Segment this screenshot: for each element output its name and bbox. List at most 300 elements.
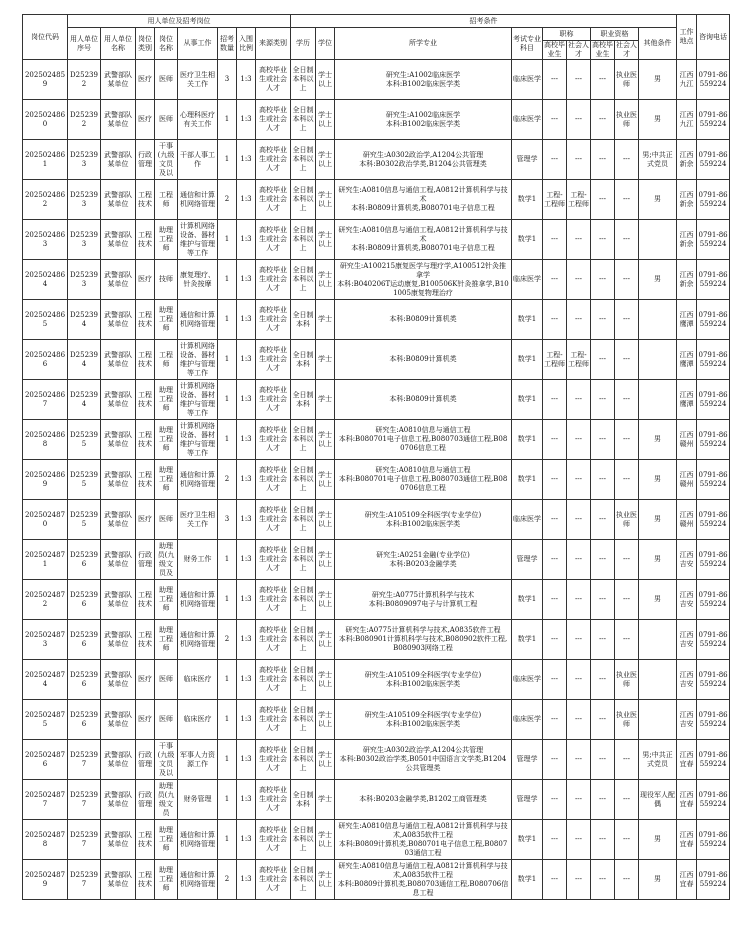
cell-qual-social: --- [615, 540, 639, 580]
recruitment-table-page [22, 14, 729, 900]
cell-post-name: 医师 [155, 660, 178, 700]
cell-location: 江西宜春 [677, 820, 697, 860]
cell-qual-grad: --- [591, 340, 615, 380]
cell-major: 研究生:A105109全科医学(专业学位) 本科:B1002临床医学类 [335, 700, 512, 740]
cell-major: 本科:B0809计算机类 [335, 340, 512, 380]
header-title-group: 职称 [543, 28, 591, 41]
cell-title-social: --- [567, 300, 591, 340]
table-row [23, 660, 730, 700]
cell-post-code: 2025024875 [23, 700, 68, 740]
header-qual-grad: 高校毕业生 [592, 41, 613, 58]
table-row [23, 540, 730, 580]
cell-qual-grad: --- [591, 540, 615, 580]
cell-post-code: 2025024867 [23, 380, 68, 420]
header-phone: 咨询电话 [697, 15, 730, 60]
cell-title-grad: --- [543, 740, 567, 780]
cell-location: 江西赣州 [677, 460, 697, 500]
cell-post-name: 助理工程师 [155, 300, 178, 340]
cell-post-code: 2025024879 [23, 860, 68, 900]
cell-ratio: 1:3 [237, 660, 256, 700]
header-work: 从事工作 [178, 28, 218, 60]
cell-other: 男;中共正式党员 [639, 740, 677, 780]
cell-major: 研究生:A0810信息与通信工程 本科:B080701电子信息工程,B080703通信工程,B080706信息工程 [335, 420, 512, 460]
cell-title-social: --- [567, 460, 591, 500]
cell-education: 全日制本科 [291, 340, 316, 380]
cell-subject: 临床医学 [512, 100, 543, 140]
cell-work: 通信和计算机网络管理 [178, 180, 218, 220]
cell-other [639, 380, 677, 420]
cell-post-type: 工程技术 [136, 180, 155, 220]
cell-other: 男 [639, 100, 677, 140]
table-row [23, 740, 730, 780]
cell-qual-social: --- [615, 820, 639, 860]
table-row [23, 700, 730, 740]
cell-source: 高校毕业生或社会人才 [256, 100, 291, 140]
cell-ratio: 1:3 [237, 260, 256, 300]
cell-work: 计算机网络设备、器材维护与管理等工作 [178, 380, 218, 420]
cell-subject: 数学1 [512, 220, 543, 260]
cell-degree: 学士 [316, 380, 335, 420]
cell-major: 研究生:A0810信息与通信工程 本科:B080701电子信息工程,B080703通信工程,B080706信息工程 [335, 460, 512, 500]
cell-major: 研究生:A105109全科医学(专业学位) 本科:B1002临床医学类 [335, 500, 512, 540]
table-row [23, 460, 730, 500]
cell-post-type: 工程技术 [136, 380, 155, 420]
cell-unit-name: 武警部队某单位 [101, 620, 136, 660]
cell-post-name: 助理工程师 [155, 860, 178, 900]
cell-qual-grad: --- [591, 460, 615, 500]
cell-ratio: 1:3 [237, 580, 256, 620]
cell-title-social: --- [567, 500, 591, 540]
cell-unit-name: 武警部队某单位 [101, 340, 136, 380]
cell-qual-grad: --- [591, 740, 615, 780]
cell-phone: 0791-86559224 [697, 580, 730, 620]
cell-title-social: --- [567, 380, 591, 420]
table-row [23, 260, 730, 300]
cell-degree: 学士以上 [316, 180, 335, 220]
cell-qual-social: --- [615, 260, 639, 300]
cell-source: 高校毕业生或社会人才 [256, 500, 291, 540]
cell-degree: 学士以上 [316, 820, 335, 860]
cell-degree: 学士 [316, 300, 335, 340]
cell-work: 通信和计算机网络管理 [178, 620, 218, 660]
cell-post-name: 助理工程师 [155, 220, 178, 260]
recruitment-table [22, 14, 730, 900]
cell-other: 男 [639, 460, 677, 500]
cell-phone: 0791-86559224 [697, 740, 730, 780]
cell-degree: 学士以上 [316, 540, 335, 580]
cell-unit-seq: D252394 [68, 380, 101, 420]
cell-title-social: --- [567, 420, 591, 460]
cell-source: 高校毕业生或社会人才 [256, 420, 291, 460]
cell-ratio: 1:3 [237, 300, 256, 340]
cell-unit-name: 武警部队某单位 [101, 300, 136, 340]
cell-unit-seq: D252393 [68, 140, 101, 180]
cell-qual-grad: --- [591, 580, 615, 620]
table-row [23, 180, 730, 220]
cell-source: 高校毕业生或社会人才 [256, 540, 291, 580]
header-unit-seq: 用人单位序号 [68, 28, 101, 60]
cell-title-social: --- [567, 580, 591, 620]
cell-ratio: 1:3 [237, 820, 256, 860]
cell-title-social: --- [567, 140, 591, 180]
cell-source: 高校毕业生或社会人才 [256, 780, 291, 820]
cell-subject: 临床医学 [512, 60, 543, 100]
header-education: 学历 [291, 28, 316, 60]
cell-source: 高校毕业生或社会人才 [256, 340, 291, 380]
table-row [23, 220, 730, 260]
cell-unit-name: 武警部队某单位 [101, 820, 136, 860]
cell-count: 1 [218, 340, 237, 380]
cell-subject: 管理学 [512, 140, 543, 180]
cell-post-name: 干事(九级文员及以 [155, 740, 178, 780]
cell-title-grad: 工程-工程师 [543, 180, 567, 220]
cell-phone: 0791-86559224 [697, 380, 730, 420]
cell-education: 全日制本科 [291, 780, 316, 820]
cell-source: 高校毕业生或社会人才 [256, 580, 291, 620]
cell-major: 研究生:A0810信息与通信工程,A0812计算机科学与技术,A0835软件工程 本科:B0809计算机类,B080703通信工程,B080706信息工程 [335, 860, 512, 900]
cell-ratio: 1:3 [237, 180, 256, 220]
cell-location: 江西吉安 [677, 660, 697, 700]
cell-work: 计算机网络设备、器材维护与管理等工作 [178, 220, 218, 260]
header-title-social: 社会人才 [568, 41, 589, 58]
table-row [23, 780, 730, 820]
cell-major: 研究生:A0810信息与通信工程,A0812计算机科学与技术 本科:B0809计算机类,B080701电子信息工程 [335, 220, 512, 260]
cell-post-code: 2025024874 [23, 660, 68, 700]
cell-post-name: 技师 [155, 260, 178, 300]
cell-subject: 管理学 [512, 780, 543, 820]
cell-other: 男;中共正式党员 [639, 140, 677, 180]
cell-other: 男 [639, 60, 677, 100]
cell-qual-social: 执业医师 [615, 100, 639, 140]
cell-source: 高校毕业生或社会人才 [256, 620, 291, 660]
cell-education: 全日制本科以上 [291, 180, 316, 220]
cell-unit-seq: D252392 [68, 60, 101, 100]
cell-work: 康复理疗、针灸按摩 [178, 260, 218, 300]
cell-post-code: 2025024878 [23, 820, 68, 860]
cell-other [639, 340, 677, 380]
cell-phone: 0791-86559224 [697, 500, 730, 540]
cell-title-grad: --- [543, 100, 567, 140]
cell-post-name: 医师 [155, 700, 178, 740]
cell-qual-grad: --- [591, 180, 615, 220]
cell-count: 3 [218, 60, 237, 100]
cell-qual-social: --- [615, 180, 639, 220]
cell-subject: 数学1 [512, 420, 543, 460]
cell-title-social: --- [567, 860, 591, 900]
cell-qual-grad: --- [591, 300, 615, 340]
cell-ratio: 1:3 [237, 700, 256, 740]
cell-count: 1 [218, 540, 237, 580]
cell-unit-seq: D252396 [68, 700, 101, 740]
cell-unit-seq: D252396 [68, 540, 101, 580]
cell-education: 全日制本科以上 [291, 860, 316, 900]
cell-title-grad: --- [543, 260, 567, 300]
cell-other: 男 [639, 260, 677, 300]
cell-unit-name: 武警部队某单位 [101, 540, 136, 580]
cell-major: 本科:B0809计算机类 [335, 380, 512, 420]
cell-other: 现役军人配偶 [639, 780, 677, 820]
cell-degree: 学士以上 [316, 660, 335, 700]
cell-location: 江西新余 [677, 260, 697, 300]
cell-major: 研究生:A0302政治学,A1204公共管理 本科:B0302政治学类,B1204公共管理类 [335, 140, 512, 180]
cell-location: 江西鹰潭 [677, 380, 697, 420]
cell-other: 男 [639, 860, 677, 900]
cell-major: 本科:B0203金融学类,B1202工商管理类 [335, 780, 512, 820]
header-post-name: 岗位名称 [155, 28, 178, 60]
cell-location: 江西宜春 [677, 740, 697, 780]
cell-unit-name: 武警部队某单位 [101, 380, 136, 420]
header-source: 来源类别 [256, 28, 291, 60]
cell-post-name: 助理工程师 [155, 380, 178, 420]
cell-ratio: 1:3 [237, 500, 256, 540]
cell-post-type: 工程技术 [136, 220, 155, 260]
cell-title-social: --- [567, 780, 591, 820]
cell-post-type: 医疗 [136, 700, 155, 740]
cell-work: 通信和计算机网络管理 [178, 580, 218, 620]
cell-post-code: 2025024864 [23, 260, 68, 300]
cell-education: 全日制本科以上 [291, 700, 316, 740]
cell-degree: 学士以上 [316, 740, 335, 780]
cell-ratio: 1:3 [237, 740, 256, 780]
cell-major: 研究生:A0775计算机科学与技术,A0835软件工程 本科:B080901计算机科学与技术,B080902软件工程,B080903网络工程 [335, 620, 512, 660]
cell-post-type: 工程技术 [136, 340, 155, 380]
cell-qual-social: --- [615, 380, 639, 420]
cell-count: 1 [218, 100, 237, 140]
cell-title-social: 工程-工程师 [567, 180, 591, 220]
header-qual-group: 职业资格 [591, 28, 639, 41]
table-row [23, 500, 730, 540]
cell-unit-seq: D252396 [68, 660, 101, 700]
cell-unit-name: 武警部队某单位 [101, 180, 136, 220]
cell-post-type: 工程技术 [136, 460, 155, 500]
cell-unit-seq: D252393 [68, 260, 101, 300]
cell-other: 男 [639, 180, 677, 220]
cell-qual-grad: --- [591, 380, 615, 420]
cell-phone: 0791-86559224 [697, 660, 730, 700]
cell-title-grad: --- [543, 860, 567, 900]
cell-count: 1 [218, 660, 237, 700]
cell-degree: 学士以上 [316, 260, 335, 300]
table-body [23, 60, 730, 900]
cell-qual-grad: --- [591, 660, 615, 700]
cell-subject: 管理学 [512, 740, 543, 780]
cell-ratio: 1:3 [237, 60, 256, 100]
table-row [23, 100, 730, 140]
cell-work: 心理科医疗有关工作 [178, 100, 218, 140]
cell-degree: 学士以上 [316, 620, 335, 660]
cell-post-name: 助理员(九级文员 [155, 780, 178, 820]
cell-phone: 0791-86559224 [697, 220, 730, 260]
cell-count: 1 [218, 260, 237, 300]
cell-post-code: 2025024872 [23, 580, 68, 620]
cell-post-type: 行政管理 [136, 540, 155, 580]
cell-degree: 学士以上 [316, 220, 335, 260]
cell-ratio: 1:3 [237, 220, 256, 260]
cell-subject: 数学1 [512, 620, 543, 660]
cell-title-grad: --- [543, 700, 567, 740]
cell-subject: 数学1 [512, 300, 543, 340]
cell-degree: 学士以上 [316, 860, 335, 900]
cell-unit-seq: D252396 [68, 620, 101, 660]
cell-unit-name: 武警部队某单位 [101, 140, 136, 180]
cell-qual-social: --- [615, 780, 639, 820]
cell-source: 高校毕业生或社会人才 [256, 180, 291, 220]
table-row [23, 140, 730, 180]
cell-education: 全日制本科 [291, 300, 316, 340]
cell-source: 高校毕业生或社会人才 [256, 860, 291, 900]
cell-count: 2 [218, 860, 237, 900]
cell-phone: 0791-86559224 [697, 260, 730, 300]
cell-ratio: 1:3 [237, 380, 256, 420]
cell-title-social: --- [567, 820, 591, 860]
cell-post-type: 行政管理 [136, 740, 155, 780]
cell-work: 通信和计算机网络管理 [178, 300, 218, 340]
cell-unit-name: 武警部队某单位 [101, 420, 136, 460]
cell-qual-social: 执业医师 [615, 660, 639, 700]
cell-title-grad: --- [543, 660, 567, 700]
cell-post-code: 2025024861 [23, 140, 68, 180]
cell-qual-social: 执业医师 [615, 500, 639, 540]
cell-subject: 数学1 [512, 380, 543, 420]
cell-post-name: 助理工程师 [155, 820, 178, 860]
cell-title-social: --- [567, 220, 591, 260]
cell-major: 研究生:A1002临床医学 本科:B1002临床医学类 [335, 100, 512, 140]
cell-qual-grad: --- [591, 100, 615, 140]
cell-phone: 0791-86559224 [697, 860, 730, 900]
cell-degree: 学士 [316, 780, 335, 820]
cell-count: 1 [218, 780, 237, 820]
cell-title-grad: --- [543, 500, 567, 540]
cell-work: 财务工作 [178, 540, 218, 580]
cell-post-code: 2025024876 [23, 740, 68, 780]
cell-post-name: 干事(九级文员及以 [155, 140, 178, 180]
cell-ratio: 1:3 [237, 140, 256, 180]
cell-qual-social: --- [615, 140, 639, 180]
cell-count: 1 [218, 580, 237, 620]
cell-unit-seq: D252397 [68, 820, 101, 860]
cell-post-type: 工程技术 [136, 300, 155, 340]
table-header [23, 15, 730, 60]
cell-phone: 0791-86559224 [697, 460, 730, 500]
cell-post-code: 2025024860 [23, 100, 68, 140]
cell-qual-grad: --- [591, 620, 615, 660]
cell-major: 研究生:A0775计算机科学与技术 本科:B0809097电子与计算机工程 [335, 580, 512, 620]
cell-unit-name: 武警部队某单位 [101, 60, 136, 100]
cell-degree: 学士以上 [316, 460, 335, 500]
cell-ratio: 1:3 [237, 620, 256, 660]
cell-work: 干部人事工作 [178, 140, 218, 180]
cell-location: 江西赣州 [677, 420, 697, 460]
cell-qual-social: --- [615, 580, 639, 620]
cell-qual-grad: --- [591, 60, 615, 100]
cell-education: 全日制本科以上 [291, 420, 316, 460]
cell-degree: 学士以上 [316, 420, 335, 460]
cell-education: 全日制本科以上 [291, 820, 316, 860]
cell-phone: 0791-86559224 [697, 700, 730, 740]
cell-phone: 0791-86559224 [697, 180, 730, 220]
cell-post-name: 医师 [155, 60, 178, 100]
cell-degree: 学士以上 [316, 700, 335, 740]
cell-qual-social: 执业医师 [615, 60, 639, 100]
cell-count: 1 [218, 700, 237, 740]
cell-post-type: 工程技术 [136, 420, 155, 460]
cell-unit-seq: D252394 [68, 340, 101, 380]
header-count: 招考数量 [218, 28, 237, 60]
cell-post-code: 2025024873 [23, 620, 68, 660]
cell-education: 全日制本科以上 [291, 260, 316, 300]
cell-education: 全日制本科以上 [291, 460, 316, 500]
cell-post-name: 助理员(九级文员及 [155, 540, 178, 580]
header-group-unit: 用人单位及招考岗位 [68, 15, 291, 28]
cell-post-code: 2025024868 [23, 420, 68, 460]
cell-phone: 0791-86559224 [697, 60, 730, 100]
cell-subject: 数学1 [512, 460, 543, 500]
cell-title-social: 工程-工程师 [567, 340, 591, 380]
header-unit-name: 用人单位名称 [101, 28, 136, 60]
cell-phone: 0791-86559224 [697, 100, 730, 140]
cell-source: 高校毕业生或社会人才 [256, 260, 291, 300]
cell-major: 研究生:A100215康复医学与理疗学,A100512针灸推拿学 本科:B040206T运动康复,B100506K针灸推拿学,B101005康复物理治疗 [335, 260, 512, 300]
cell-title-social: --- [567, 60, 591, 100]
cell-unit-seq: D252392 [68, 100, 101, 140]
cell-unit-name: 武警部队某单位 [101, 460, 136, 500]
cell-ratio: 1:3 [237, 100, 256, 140]
cell-qual-social: --- [615, 220, 639, 260]
cell-education: 全日制本科 [291, 380, 316, 420]
cell-other [639, 700, 677, 740]
cell-post-name: 助理工程师 [155, 580, 178, 620]
cell-title-social: --- [567, 540, 591, 580]
cell-title-grad: --- [543, 540, 567, 580]
cell-work: 财务管理 [178, 780, 218, 820]
cell-count: 3 [218, 500, 237, 540]
table-row [23, 340, 730, 380]
cell-work: 通信和计算机网络管理 [178, 460, 218, 500]
cell-phone: 0791-86559224 [697, 540, 730, 580]
cell-qual-social: --- [615, 420, 639, 460]
cell-post-name: 医师 [155, 100, 178, 140]
cell-unit-name: 武警部队某单位 [101, 100, 136, 140]
cell-post-name: 工程师 [155, 180, 178, 220]
cell-ratio: 1:3 [237, 340, 256, 380]
cell-work: 通信和计算机网络管理 [178, 860, 218, 900]
header-degree: 学位 [316, 28, 335, 60]
table-row [23, 620, 730, 660]
cell-subject: 数学1 [512, 180, 543, 220]
cell-phone: 0791-86559224 [697, 340, 730, 380]
cell-education: 全日制本科以上 [291, 500, 316, 540]
cell-qual-social: --- [615, 740, 639, 780]
cell-post-type: 工程技术 [136, 620, 155, 660]
cell-unit-name: 武警部队某单位 [101, 500, 136, 540]
cell-location: 江西宜春 [677, 780, 697, 820]
cell-source: 高校毕业生或社会人才 [256, 740, 291, 780]
cell-work: 医疗卫生相关工作 [178, 60, 218, 100]
cell-title-grad: --- [543, 60, 567, 100]
cell-title-grad: --- [543, 580, 567, 620]
cell-post-name: 助理工程师 [155, 460, 178, 500]
cell-major: 研究生:A0810信息与通信工程,A0812计算机科学与技术,A0835软件工程 本科:B0809计算机类,B080701电子信息工程,B080703通信工程 [335, 820, 512, 860]
cell-location: 江西新余 [677, 180, 697, 220]
cell-ratio: 1:3 [237, 460, 256, 500]
cell-post-type: 工程技术 [136, 860, 155, 900]
cell-ratio: 1:3 [237, 780, 256, 820]
cell-post-code: 2025024869 [23, 460, 68, 500]
cell-work: 计算机网络设备、器材维护与管理等工作 [178, 340, 218, 380]
cell-location: 江西吉安 [677, 580, 697, 620]
cell-unit-seq: D252395 [68, 420, 101, 460]
table-row [23, 420, 730, 460]
